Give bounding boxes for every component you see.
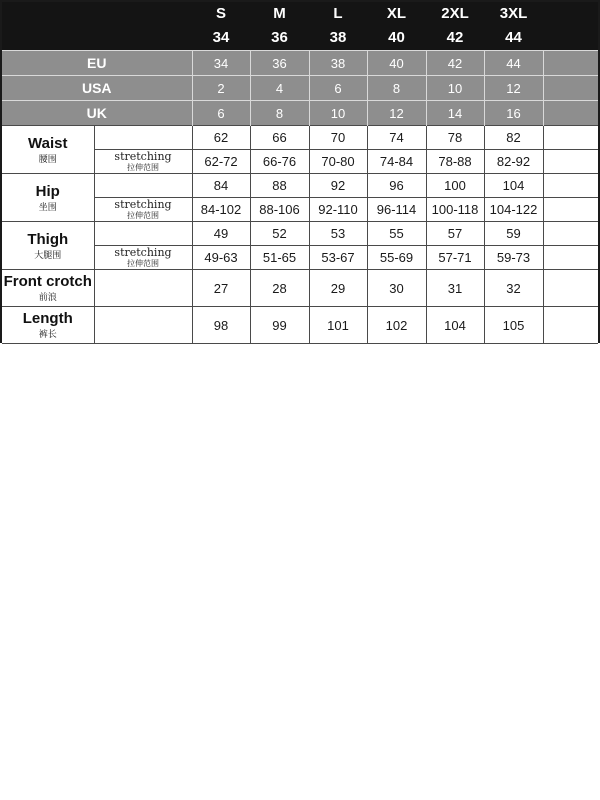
measurement-label-cn: 坐围 (38, 201, 57, 212)
system-value: 2 (192, 76, 250, 101)
system-value: 38 (309, 51, 367, 76)
empty-cell (94, 307, 192, 344)
measurement-value: 84 (192, 174, 250, 198)
stretch-value: 82-92 (484, 150, 543, 174)
stretch-value: 74-84 (367, 150, 426, 174)
header-number: 36 (250, 26, 309, 51)
measurement-value: 30 (367, 270, 426, 307)
empty-cell (543, 150, 598, 174)
stretch-value: 53-67 (309, 246, 367, 270)
stretch-value: 104-122 (484, 198, 543, 222)
measurement-row-waist (2, 126, 598, 150)
stretch-label-cn: 拉伸范围 (127, 258, 159, 268)
system-value: 8 (250, 101, 309, 126)
system-value: 14 (426, 101, 484, 126)
header-number: 44 (484, 26, 543, 51)
system-value: 12 (484, 76, 543, 101)
header-number-row (2, 26, 598, 51)
header-blank-end (543, 2, 598, 26)
stretch-value: 70-80 (309, 150, 367, 174)
stretch-value: 49-63 (192, 246, 250, 270)
system-value: 44 (484, 51, 543, 76)
stretch-label: stretching (114, 245, 172, 259)
stretch-value: 51-65 (250, 246, 309, 270)
measurement-value: 99 (250, 307, 309, 344)
header-size-2xl: 2XL (426, 2, 484, 26)
measurement-value: 104 (426, 307, 484, 344)
measurement-value: 49 (192, 222, 250, 246)
empty-cell (94, 270, 192, 307)
header-size-row (2, 2, 598, 26)
measurement-value: 101 (309, 307, 367, 344)
measurement-value: 27 (192, 270, 250, 307)
header-blank (2, 26, 192, 51)
measurement-row-front-crotch (2, 270, 598, 307)
system-row-uk (2, 101, 598, 126)
measurement-value: 96 (367, 174, 426, 198)
header-size-s: S (192, 2, 250, 26)
empty-cell (543, 174, 598, 198)
stretch-label: stretching (114, 149, 172, 163)
measurement-label: Length (22, 310, 73, 327)
measurement-value: 88 (250, 174, 309, 198)
system-row-usa (2, 76, 598, 101)
system-value: 10 (309, 101, 367, 126)
measurement-label-cell (2, 270, 94, 307)
empty-cell (543, 198, 598, 222)
empty-cell (543, 222, 598, 246)
measurement-value: 82 (484, 126, 543, 150)
size-chart (0, 0, 600, 343)
measurement-value: 100 (426, 174, 484, 198)
size-table (2, 2, 598, 344)
system-value: 36 (250, 51, 309, 76)
system-label: EU (2, 51, 192, 76)
stretch-value: 59-73 (484, 246, 543, 270)
stretch-label-cn: 拉伸范围 (127, 210, 159, 220)
measurement-row-length (2, 307, 598, 344)
measurement-label-cell (2, 222, 94, 270)
system-value: 12 (367, 101, 426, 126)
measurement-label-cell (2, 126, 94, 174)
system-row-eu (2, 51, 598, 76)
measurement-value: 92 (309, 174, 367, 198)
system-value: 34 (192, 51, 250, 76)
measurement-value: 104 (484, 174, 543, 198)
stretch-value: 55-69 (367, 246, 426, 270)
system-value: 42 (426, 51, 484, 76)
stretch-value: 84-102 (192, 198, 250, 222)
header-size-xl: XL (367, 2, 426, 26)
measurement-value: 29 (309, 270, 367, 307)
empty-cell (543, 246, 598, 270)
system-value: 10 (426, 76, 484, 101)
stretch-label-cell (94, 246, 192, 270)
measurement-row-hip (2, 174, 598, 198)
measurement-label-cell (2, 174, 94, 222)
measurement-label: Thigh (27, 230, 69, 248)
header-size-m: M (250, 2, 309, 26)
system-blank (543, 76, 598, 101)
stretch-value: 96-114 (367, 198, 426, 222)
empty-cell (94, 174, 192, 198)
empty-cell (94, 222, 192, 246)
header-number: 42 (426, 26, 484, 51)
stretch-value: 88-106 (250, 198, 309, 222)
stretch-value: 78-88 (426, 150, 484, 174)
measurement-value: 78 (426, 126, 484, 150)
header-size-l: L (309, 2, 367, 26)
system-value: 8 (367, 76, 426, 101)
header-number: 38 (309, 26, 367, 51)
measurement-label-cn: 大腿围 (34, 249, 62, 260)
header-number: 40 (367, 26, 426, 51)
measurement-label: Waist (28, 134, 68, 152)
measurement-label: Front crotch (3, 273, 92, 290)
measurement-value: 28 (250, 270, 309, 307)
measurement-value: 53 (309, 222, 367, 246)
measurement-value: 74 (367, 126, 426, 150)
stretch-value: 100-118 (426, 198, 484, 222)
measurement-label-cell (2, 307, 94, 344)
empty-cell (543, 307, 598, 344)
stretch-value: 66-76 (250, 150, 309, 174)
system-label: UK (2, 101, 192, 126)
stretch-label-cn: 拉伸范围 (127, 162, 159, 172)
stretch-value: 92-110 (309, 198, 367, 222)
measurement-value: 31 (426, 270, 484, 307)
system-label: USA (2, 76, 192, 101)
measurement-value: 57 (426, 222, 484, 246)
measurement-value: 52 (250, 222, 309, 246)
measurement-label-cn: 前浪 (38, 292, 57, 302)
measurement-value: 59 (484, 222, 543, 246)
measurement-value: 55 (367, 222, 426, 246)
stretch-value: 62-72 (192, 150, 250, 174)
system-value: 4 (250, 76, 309, 101)
stretch-label-cell (94, 198, 192, 222)
system-value: 6 (192, 101, 250, 126)
measurement-value: 32 (484, 270, 543, 307)
system-value: 40 (367, 51, 426, 76)
empty-cell (543, 126, 598, 150)
stretch-label-cell (94, 150, 192, 174)
system-value: 6 (309, 76, 367, 101)
stretch-value: 57-71 (426, 246, 484, 270)
empty-cell (543, 270, 598, 307)
measurement-value: 66 (250, 126, 309, 150)
measurement-row-thigh (2, 222, 598, 246)
measurement-value: 62 (192, 126, 250, 150)
measurement-value: 98 (192, 307, 250, 344)
system-blank (543, 101, 598, 126)
system-value: 16 (484, 101, 543, 126)
measurement-label-cn: 腰围 (38, 153, 57, 164)
stretch-label: stretching (114, 197, 172, 211)
measurement-label-cn: 裤长 (38, 329, 57, 339)
measurement-value: 70 (309, 126, 367, 150)
measurement-value: 105 (484, 307, 543, 344)
header-blank (2, 2, 192, 26)
measurement-label: Hip (35, 182, 60, 200)
system-blank (543, 51, 598, 76)
header-number: 34 (192, 26, 250, 51)
empty-cell (94, 126, 192, 150)
header-size-3xl: 3XL (484, 2, 543, 26)
header-blank-end (543, 26, 598, 51)
measurement-value: 102 (367, 307, 426, 344)
